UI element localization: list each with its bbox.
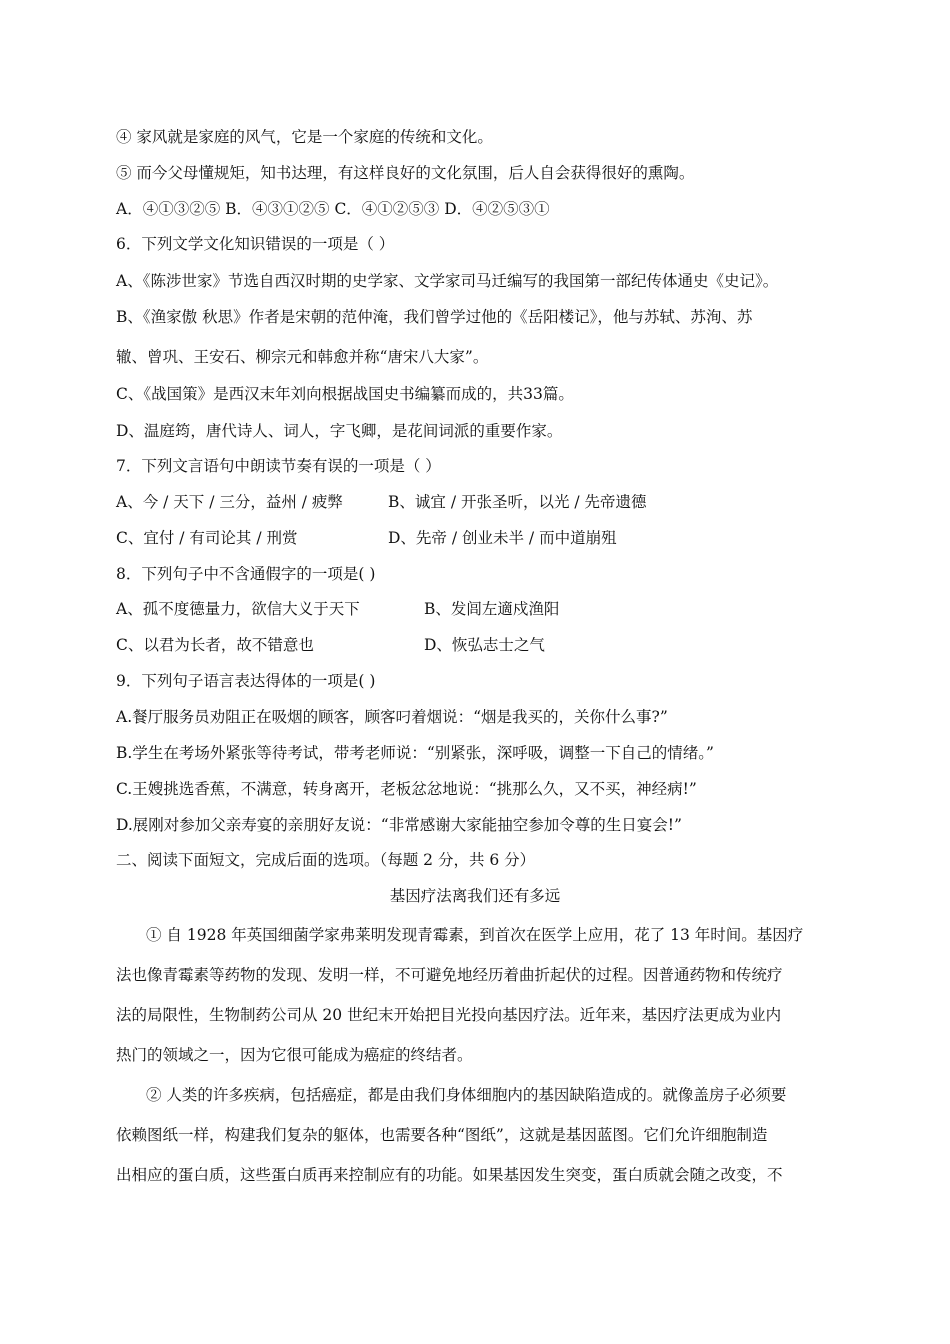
q7-option-c: C、宜付 / 有司论其 / 刑赏 — [116, 529, 298, 547]
q9-option-a: A.餐厅服务员劝阻正在吸烟的顾客，顾客叼着烟说：“烟是我买的，关你什么事?” — [116, 708, 668, 726]
q9-option-b: B.学生在考场外紧张等待考试，带考老师说：“别紧张，深呼吸，调整一下自己的情绪。” — [116, 744, 714, 762]
q7-stem: 7．下列文言语句中朗读节奏有误的一项是（ ） — [116, 457, 441, 475]
paragraph-2-line-3: 出相应的蛋白质，这些蛋白质再来控制应有的功能。如果基因发生突变，蛋白质就会随之改变，不 — [116, 1166, 783, 1184]
q5-item-5: ⑤ 而今父母懂规矩，知书达理，有这样良好的文化氛围，后人自会获得很好的熏陶。 — [116, 164, 695, 182]
paragraph-1-line-1: ① 自 1928 年英国细菌学家弗莱明发现青霉素，到首次在医学上应用，花了 13 年时间。基因疗 — [146, 926, 804, 944]
q7-option-d: D、先帝 / 创业未半 / 而中道崩殂 — [388, 529, 617, 547]
q6-option-b-line2: 辙、曾巩、王安石、柳宗元和韩愈并称“唐宋八大家”。 — [116, 348, 489, 366]
q8-option-c: C、以君为长者，故不错意也 — [116, 636, 314, 654]
paragraph-1-line-3: 法的局限性，生物制药公司从 20 世纪末开始把目光投向基因疗法。近年来，基因疗法更成为业内 — [116, 1006, 782, 1024]
section-2-heading: 二、阅读下面短文，完成后面的选项。（每题 2 分，共 6 分） — [116, 851, 536, 869]
q7-option-a: A、今 / 天下 / 三分，益州 / 疲弊 — [116, 493, 343, 511]
q9-stem: 9．下列句子语言表达得体的一项是( ) — [116, 672, 376, 690]
q9-option-d: D.展刚对参加父亲寿宴的亲朋好友说：“非常感谢大家能抽空参加令尊的生日宴会!” — [116, 816, 682, 834]
q6-option-c: C、《战国策》是西汉末年刘向根据战国史书编纂而成的，共33篇。 — [116, 385, 574, 403]
q6-stem: 6．下列文学文化知识错误的一项是（ ） — [116, 235, 395, 253]
q8-option-b: B、发闾左適戍渔阳 — [424, 600, 560, 618]
q8-option-a: A、孤不度德量力，欲信大义于天下 — [116, 600, 360, 618]
paragraph-2-line-2: 依赖图纸一样，构建我们复杂的躯体，也需要各种“图纸”，这就是基因蓝图。它们允许细胞制造 — [116, 1126, 768, 1144]
q9-option-c: C.王嫂挑选香蕉，不满意，转身离开，老板忿忿地说：“挑那么久，又不买，神经病!” — [116, 780, 697, 798]
q5-item-4: ④ 家风就是家庭的风气，它是一个家庭的传统和文化。 — [116, 128, 493, 146]
paragraph-1-line-2: 法也像青霉素等药物的发现、发明一样，不可避免地经历着曲折起伏的过程。因普通药物和传统疗 — [116, 966, 783, 984]
q5-options: A．④①③②⑤ B．④③①②⑤ C．④①②⑤③ D．④②⑤③① — [116, 200, 550, 218]
q6-option-a: A、《陈涉世家》节选自西汉时期的史学家、文学家司马迁编写的我国第一部纪传体通史《史记》。 — [116, 272, 779, 290]
passage-title: 基因疗法离我们还有多远 — [389, 887, 561, 905]
q7-option-b: B、诚宜 / 开张圣听，以光 / 先帝遗德 — [388, 493, 647, 511]
q8-option-d: D、恢弘志士之气 — [424, 636, 545, 654]
q6-option-d: D、温庭筠，唐代诗人、词人，字飞卿，是花间词派的重要作家。 — [116, 422, 563, 440]
q6-option-b-line1: B、《渔家傲 秋思》作者是宋朝的范仲淹，我们曾学过他的《岳阳楼记》，他与苏轼、苏洵、苏 — [116, 308, 753, 326]
paragraph-1-line-4: 热门的领域之一，因为它很可能成为癌症的终结者。 — [116, 1046, 473, 1064]
q8-stem: 8．下列句子中不含通假字的一项是( ) — [116, 565, 376, 583]
paragraph-2-line-1: ② 人类的许多疾病，包括癌症，都是由我们身体细胞内的基因缺陷造成的。就像盖房子必须要 — [146, 1086, 787, 1104]
